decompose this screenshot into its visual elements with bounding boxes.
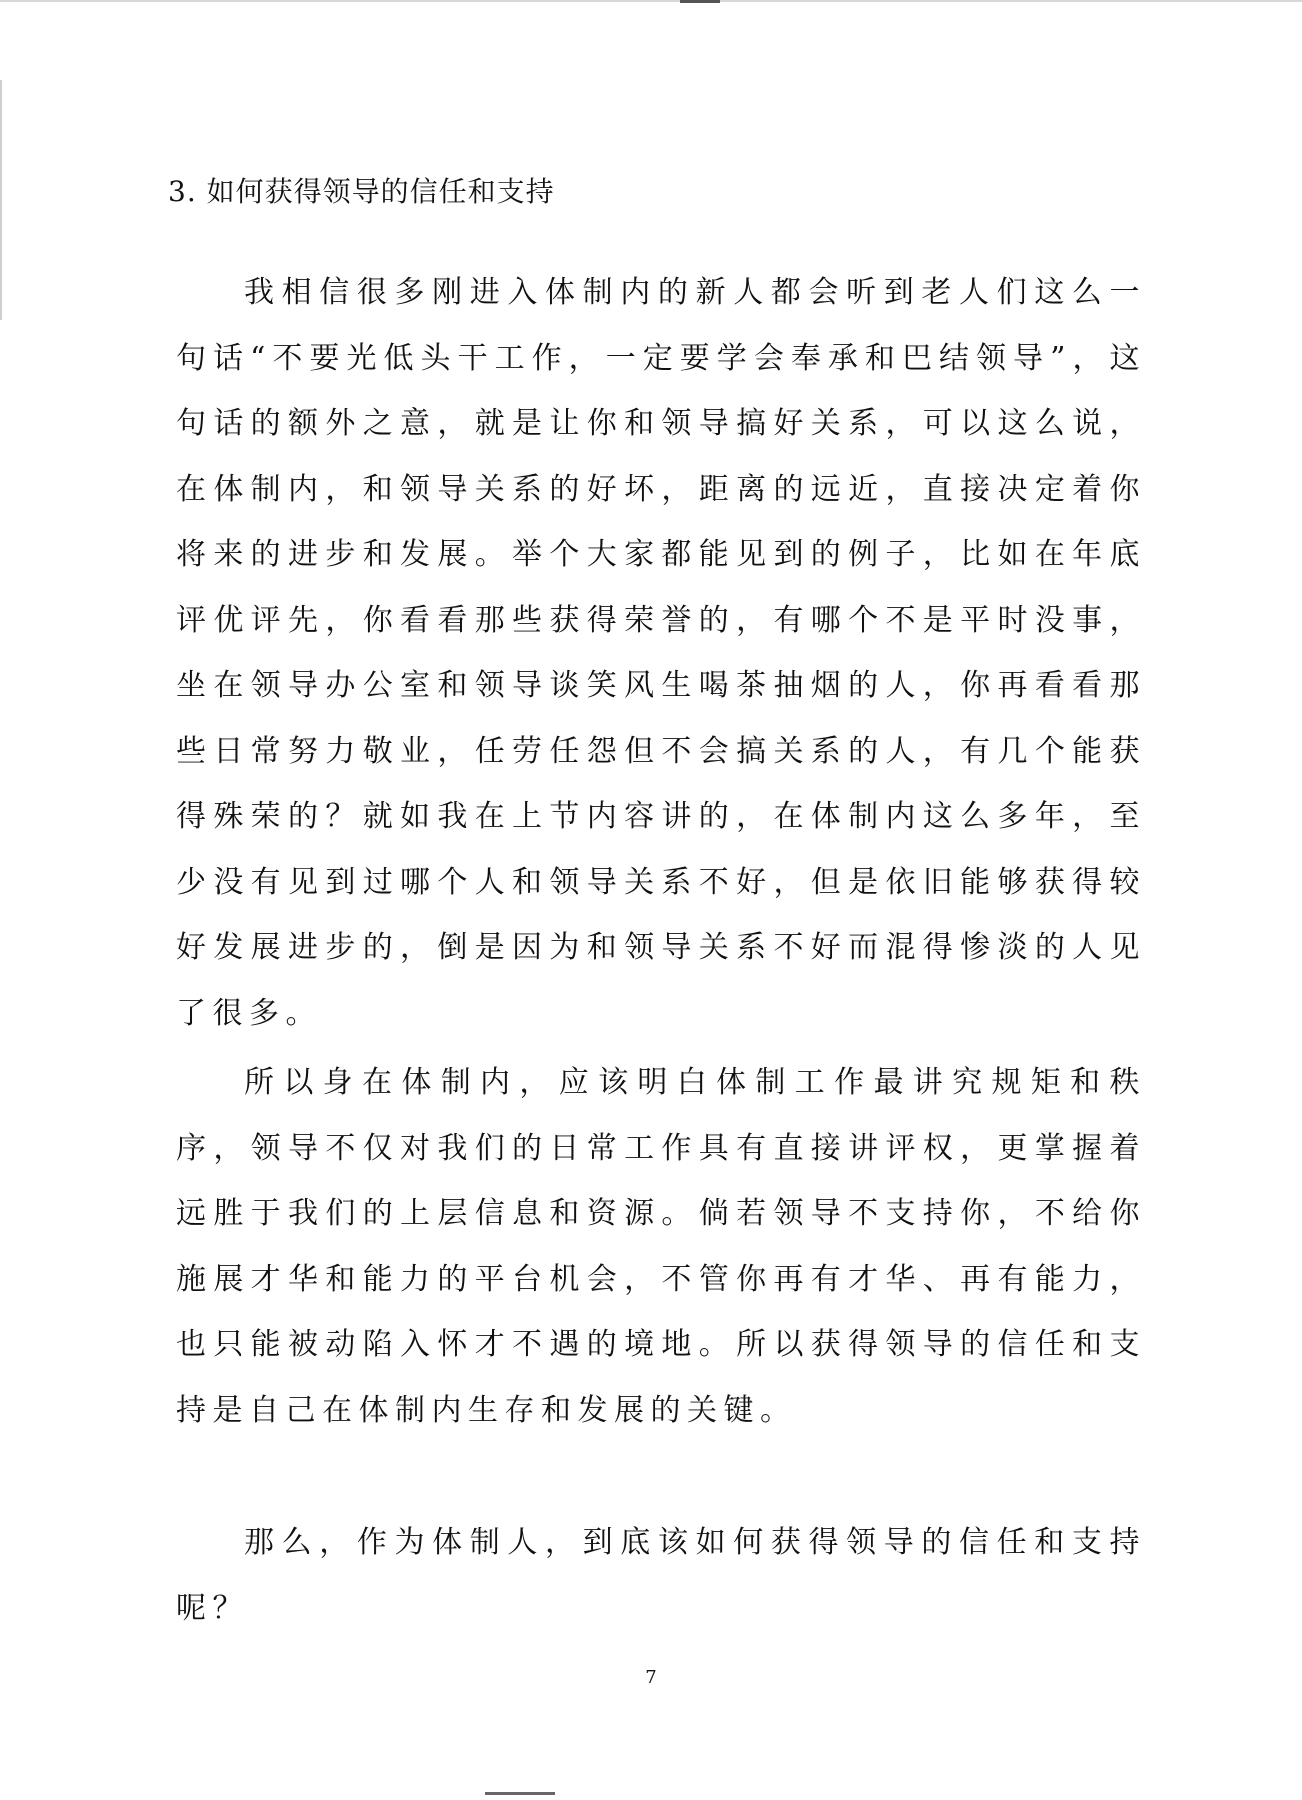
- scan-mark-top: [680, 0, 720, 3]
- paragraph-3: 那么，作为体制人，到底该如何获得领导的信任和支持呢？: [176, 1525, 1146, 1626]
- scan-mark-bottom: [485, 1792, 555, 1795]
- paragraph-1: 我相信很多刚进入体制内的新人都会听到老人们这么一句话“不要光低头干工作，一定要学会奉承和巴结领导”，这句话的额外之意，就是让你和领导搞好关系，可以这么说，在体制内，和领导关系的好坏，距离的远近，直接决定着你将来的进步和发展。举个大家都能见到的例子，比如在年底评优评先，你看看那些获得荣誉的，有哪个不是平时没事，坐在领导办公室和领导谈笑风生喝茶抽烟的人，你再看看那些日常努力敬业，任劳任怨但不会搞关系的人，有几个能获得殊荣的？就如我在上节内容讲的，在体制内这么多年，至少没有见到过哪个人和领导关系不好，但是依旧能够获得较好发展进步的，倒是因为和领导关系不好而混得惨淡的人见了很多。: [176, 275, 1146, 1031]
- scan-edge-top: [0, 0, 1302, 2]
- section-heading: 3. 如何获得领导的信任和支持: [168, 175, 555, 208]
- scan-edge-left: [0, 80, 2, 320]
- paragraph-2: 所以身在体制内，应该明白体制工作最讲究规矩和秩序，领导不仅对我们的日常工作具有直接讲评权，更掌握着远胜于我们的上层信息和资源。倘若领导不支持你，不给你施展才华和能力的平台机会，不管你再有才华、再有能力，也只能被动陷入怀才不遇的境地。所以获得领导的信任和支持是自己在体制内生存和发展的关键。: [176, 1065, 1146, 1428]
- page-number: 7: [645, 1667, 657, 1688]
